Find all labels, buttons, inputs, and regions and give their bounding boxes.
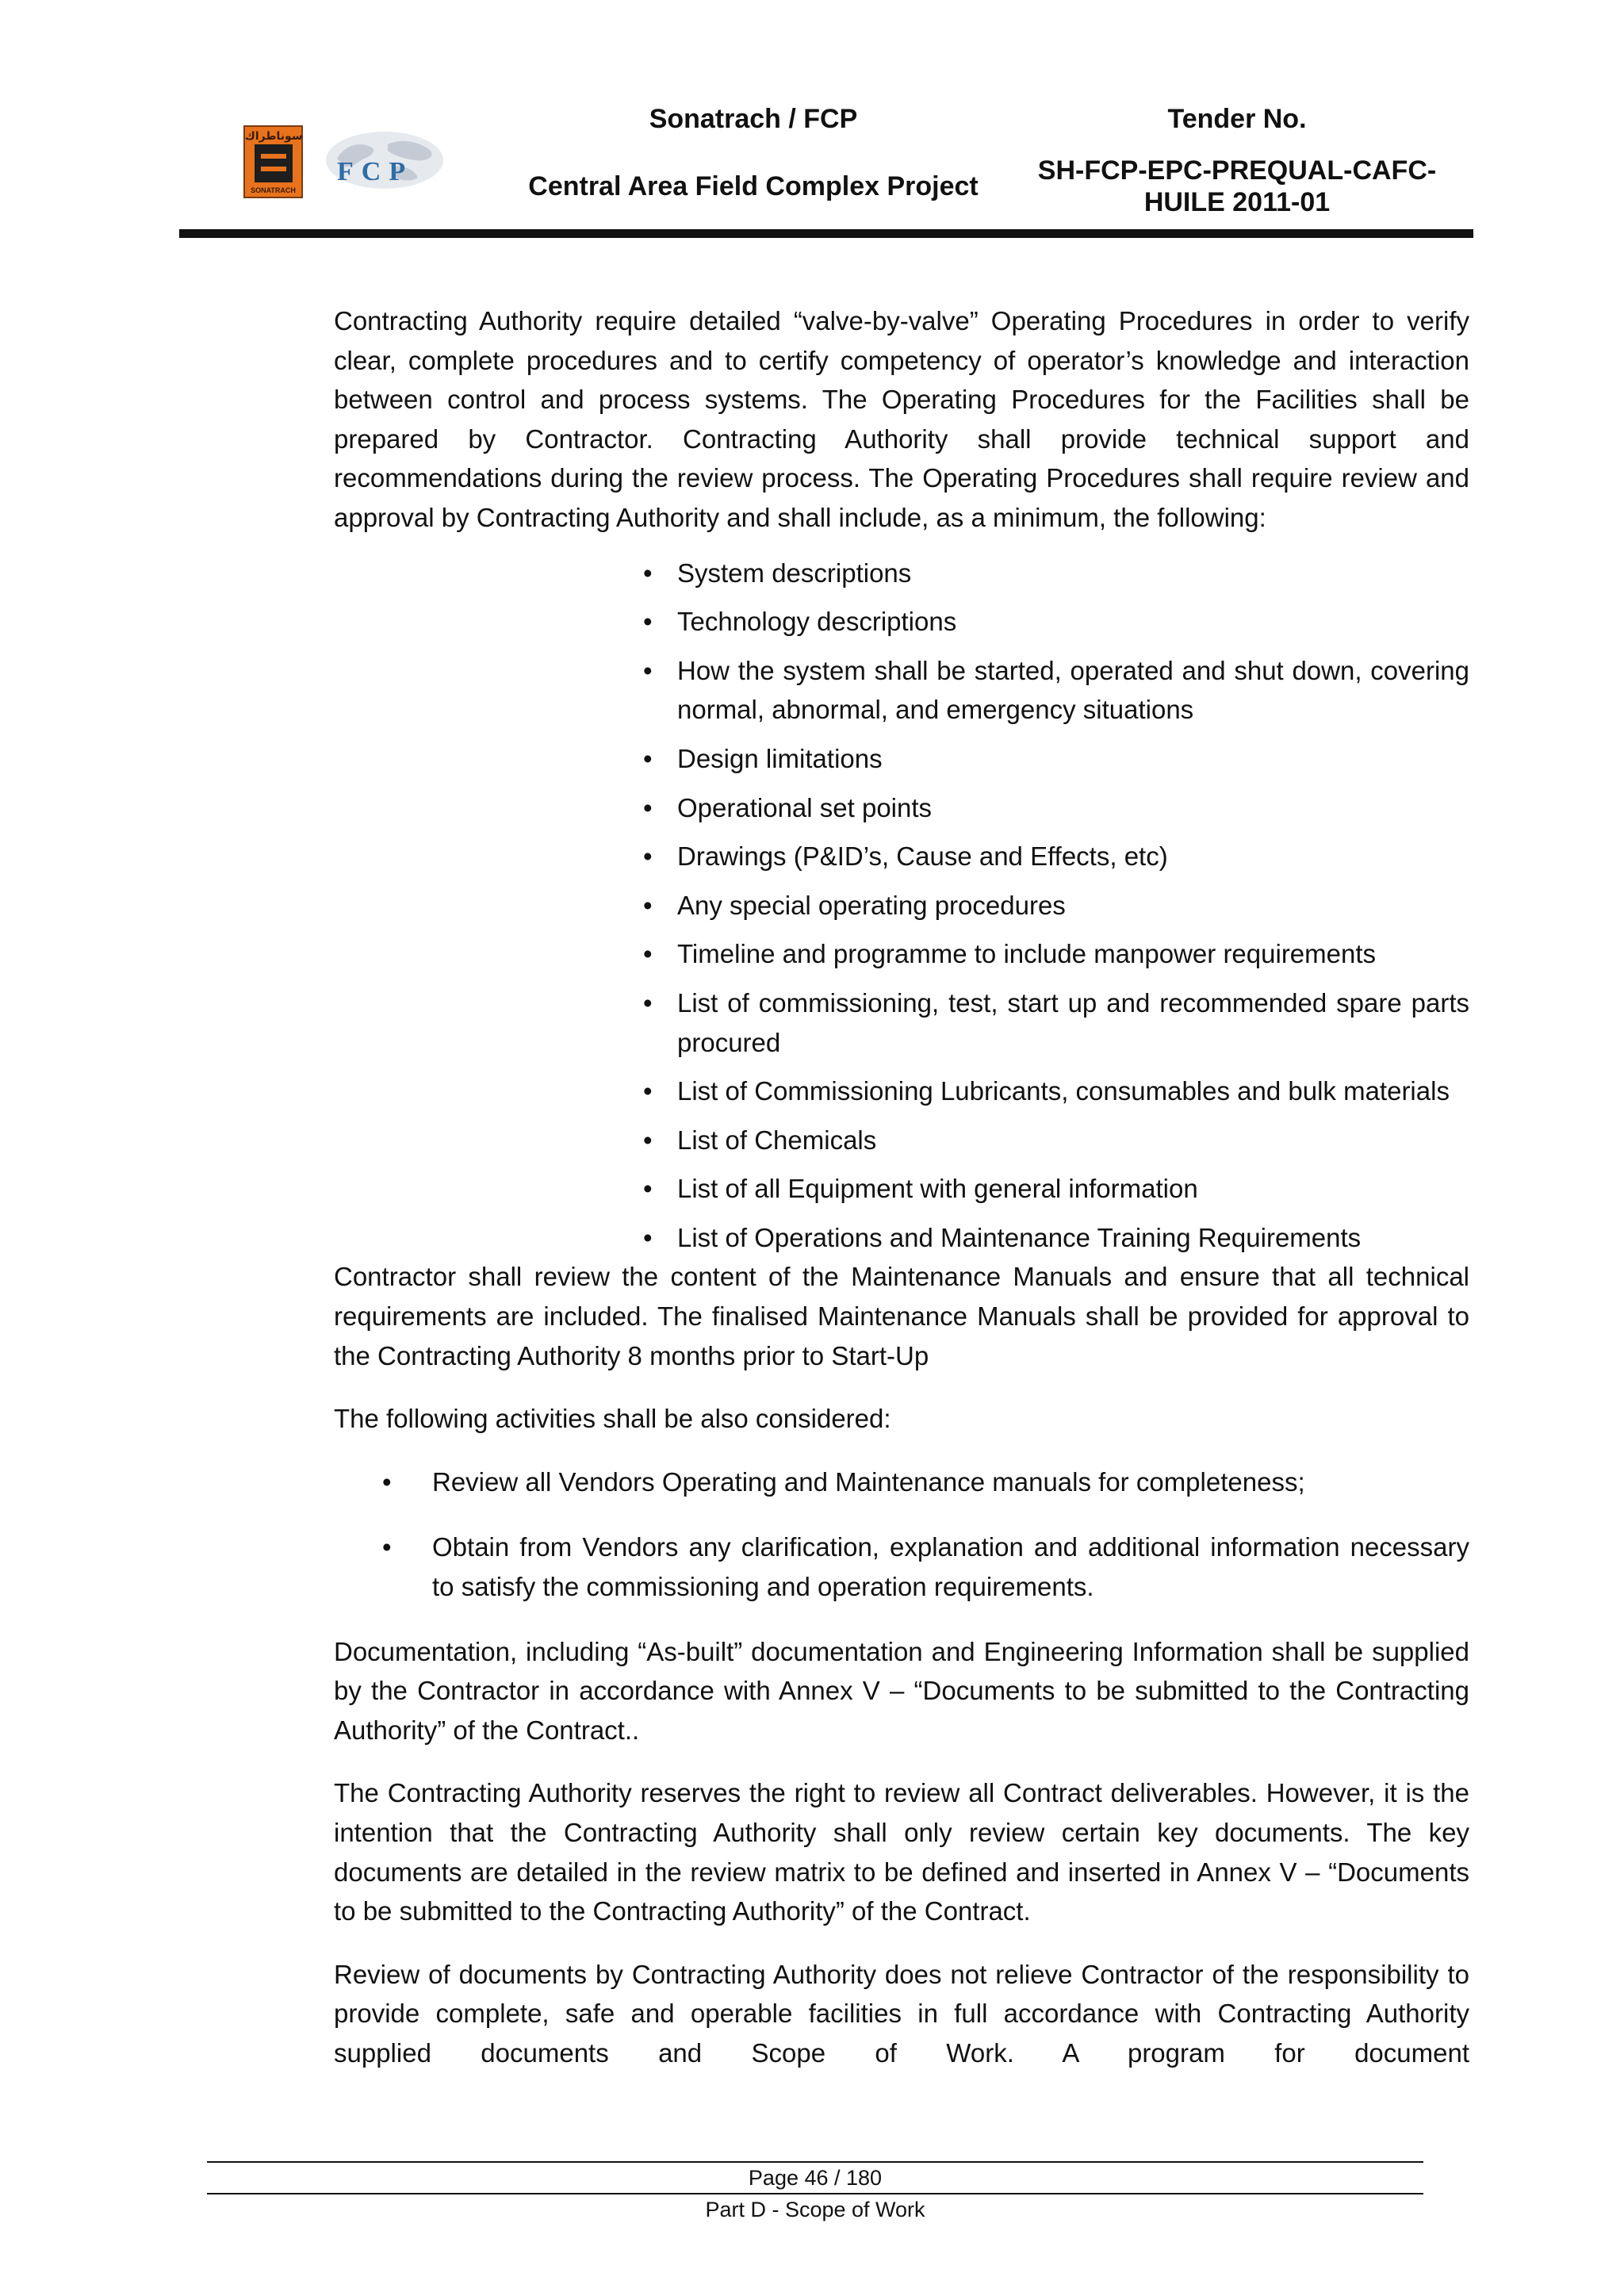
list-item: • Design limitations xyxy=(677,739,1469,779)
list-item: • List of Chemicals xyxy=(677,1121,1469,1160)
list-item: • How the system shall be started, operated and shut down, covering normal, abnormal, and emergency situations xyxy=(677,651,1469,730)
sonatrach-logo-text: SONATRACH xyxy=(251,186,296,194)
activity-list xyxy=(334,1462,1469,1607)
list-item: • System descriptions xyxy=(677,554,1469,593)
list-item: • List of commissioning, test, start up and recommended spare parts procured xyxy=(677,983,1469,1062)
documentation-paragraph: Documentation, including “As-built” documentation and Engineering Information shall be supplied by the Contractor in accordance with Annex V – “Documents to be submitted to the Contracting Authority” of the Contract.. xyxy=(334,1636,1469,1745)
maintenance-paragraph: Contractor shall review the content of the Maintenance Manuals and ensure that all technical requirements are included. The finalised Maintenance Manuals shall be provided for approval to the Contracting Authority 8 months prior to Start-Up xyxy=(334,1262,1469,1370)
review-responsibility-paragraph: Review of documents by Contracting Authority does not relieve Contractor of the responsibility to provide complete, safe and operable facilities in full accordance with Contracting Authority supplied documents and Scope of Work. A program for document xyxy=(334,1959,1469,2068)
tender-label: Tender No. xyxy=(1167,104,1307,134)
procedure-list xyxy=(334,554,1469,1258)
footer-divider-top xyxy=(207,2161,1423,2163)
list-item: • Technology descriptions xyxy=(677,602,1469,642)
activities-intro: The following activities shall be also considered: xyxy=(334,1404,891,1434)
list-item: • Review all Vendors Operating and Maintenance manuals for completeness; xyxy=(432,1462,1469,1502)
tender-number: SH-FCP-EPC-PREQUAL-CAFC-HUILE 2011-01 xyxy=(1037,155,1437,217)
list-item: • Drawings (P&ID’s, Cause and Effects, etc) xyxy=(677,837,1469,876)
header-company: Sonatrach / FCP xyxy=(649,104,858,134)
footer-divider-bottom xyxy=(207,2193,1423,2194)
header-divider xyxy=(179,229,1473,238)
list-item: • Operational set points xyxy=(677,788,1469,828)
list-item: • Any special operating procedures xyxy=(677,886,1469,926)
intro-paragraph: Contracting Authority require detailed “valve-by-valve” Operating Procedures in order to verify clear, complete procedures and to certify competency of operator’s knowledge and interaction between control and process systems. The Operating Procedures for the Facilities shall be prepared by Contractor. Contracting Authority shall provide technical support and recommendations during the review process. The Operating Procedures shall require review and approval by Contracting Authority and shall include, as a minimum, the following: xyxy=(334,306,1469,532)
document-body xyxy=(334,301,1469,2097)
footer-part: Part D - Scope of Work xyxy=(705,2198,925,2221)
list-item: • List of all Equipment with general information xyxy=(677,1169,1469,1209)
sonatrach-logo-arabic: سوناطراك xyxy=(245,129,303,142)
header-project: Central Area Field Complex Project xyxy=(528,171,979,201)
list-item: • List of Commissioning Lubricants, consumables and bulk materials xyxy=(677,1071,1469,1111)
sonatrach-logo-mark xyxy=(255,144,293,182)
fcp-logo-text: FCP xyxy=(337,157,414,186)
list-item: • Timeline and programme to include manpower requirements xyxy=(677,934,1469,974)
list-item: • List of Operations and Maintenance Training Requirements xyxy=(677,1218,1469,1258)
review-rights-paragraph: The Contracting Authority reserves the right to review all Contract deliverables. However, it is the intention that the Contracting Authority shall only review certain key documents. The key documents are detailed in the review matrix to be defined and inserted in Annex V – “Documents to be submitted to the Contracting Authority” of the Contract. xyxy=(334,1778,1469,1926)
sonatrach-logo xyxy=(243,125,303,198)
list-item: • Obtain from Vendors any clarification, explanation and additional information necessary to satisfy the commissioning and operation requirements. xyxy=(432,1527,1469,1606)
fcp-logo xyxy=(321,127,448,198)
page-number: Page 46 / 180 xyxy=(748,2166,883,2190)
